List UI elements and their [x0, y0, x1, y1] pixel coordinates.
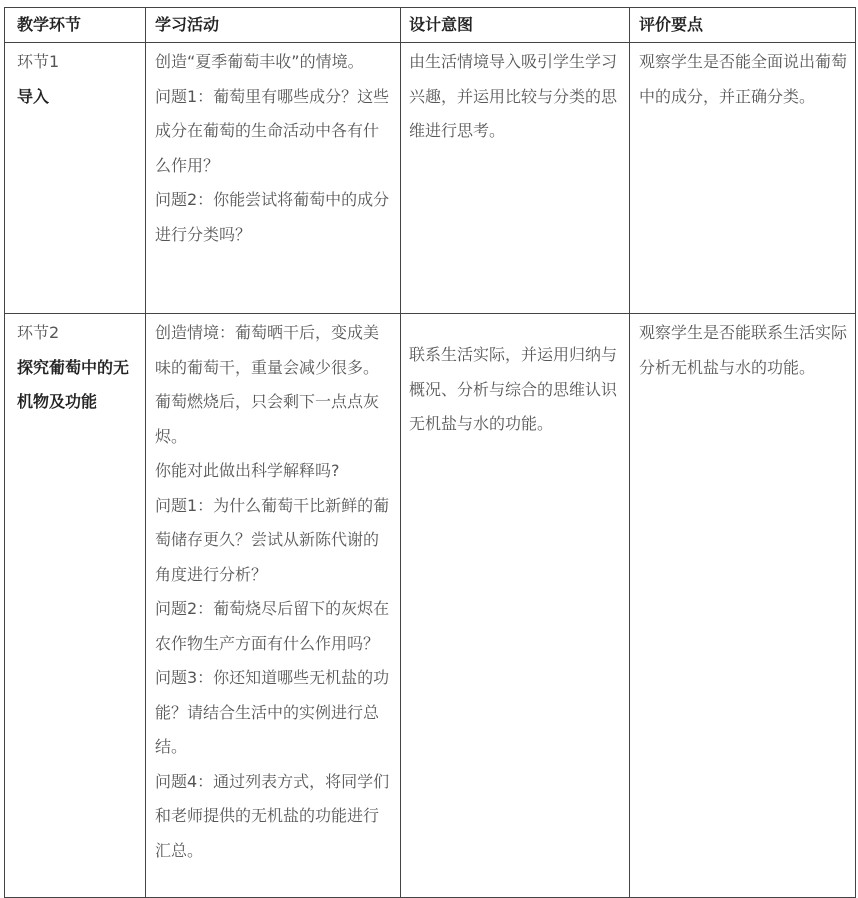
row2-intent-cell [409, 338, 623, 442]
activity-paragraph: 创造“夏季葡萄丰收”的情境。 [155, 52, 364, 71]
activity-paragraph: 问题2：你能尝试将葡萄中的成分进行分类吗？ [155, 190, 390, 244]
intent-text: 联系生活实际，并运用归纳与概况、分析与综合的思维认识无机盐与水的功能。 [409, 345, 618, 433]
activity-paragraph: 问题3：你还知道哪些无机盐的功能？请结合生活中的实例进行总结。 [155, 668, 390, 756]
column-line [629, 7, 630, 898]
row1-activity-cell [155, 45, 393, 252]
row-divider [4, 313, 856, 314]
row2-stage-cell [17, 316, 141, 420]
column-line [145, 7, 146, 898]
activity-paragraph: 问题2：葡萄烧尽后留下的灰烬在农作物生产方面有什么作用吗？ [155, 599, 390, 653]
stage-number: 环节1 [17, 52, 60, 71]
row2-evaluation-cell [639, 316, 851, 385]
activity-paragraph: 你能对此做出科学解释吗? [155, 461, 340, 480]
header-learning-activity: 学习活动 [155, 15, 220, 34]
activity-paragraph: 问题1：葡萄里有哪些成分？这些成分在葡萄的生命活动中各有什么作用？ [155, 86, 390, 175]
header-evaluation-points: 评价要点 [639, 15, 704, 34]
column-line [4, 7, 5, 898]
header-design-intent: 设计意图 [409, 15, 474, 34]
stage-number: 环节2 [17, 323, 60, 342]
evaluation-text: 观察学生是否能联系生活实际分析无机盐与水的功能。 [639, 323, 848, 377]
activity-paragraph: 问题4：通过列表方式，将同学们和老师提供的无机盐的功能进行汇总。 [155, 771, 390, 860]
header-divider [4, 42, 856, 43]
column-line [400, 7, 401, 898]
evaluation-text: 观察学生是否能全面说出葡萄中的成分，并正确分类。 [639, 52, 848, 106]
table-border-top [4, 7, 856, 8]
stage-name: 探究葡萄中的无机物及功能 [17, 357, 130, 411]
stage-name: 导入 [17, 86, 50, 106]
row1-evaluation-cell [639, 45, 851, 114]
activity-paragraph: 问题1：为什么葡萄干比新鲜的葡萄储存更久？尝试从新陈代谢的角度进行分析？ [155, 495, 390, 584]
row1-stage-cell [17, 45, 141, 114]
activity-paragraph: 创造情境：葡萄晒干后，变成美味的葡萄干，重量会减少很多。葡萄燃烧后，只会剩下一点点灰烬。 [155, 323, 380, 446]
row2-activity-cell [155, 316, 393, 868]
row1-intent-cell [409, 45, 623, 149]
header-teaching-stage: 教学环节 [17, 15, 82, 34]
column-line [855, 7, 856, 898]
intent-text: 由生活情境导入吸引学生学习兴趣，并运用比较与分类的思维进行思考。 [409, 52, 618, 140]
